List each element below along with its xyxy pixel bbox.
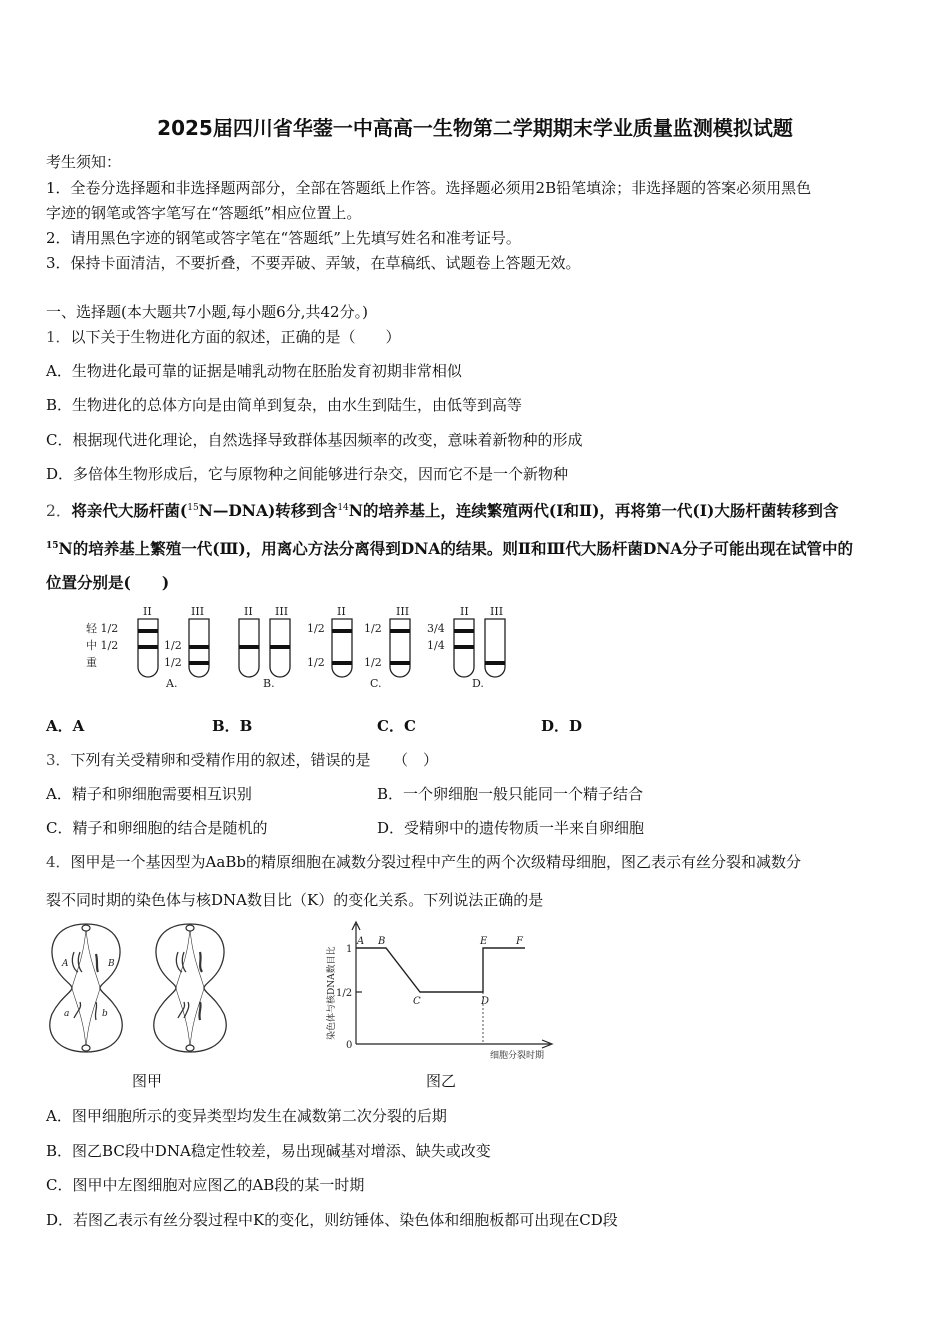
question-1-stem: [46, 327, 401, 347]
section-heading: 一、选择题(本大题共7小题,每小题6分,共42分。): [46, 303, 368, 321]
question-1-option-b[interactable]: B．生物进化的总体方向是由简单到复杂，由水生到陆生，由低等到高等: [46, 396, 523, 414]
question-text: 以下关于生物进化方面的叙述，正确的是（ ）: [70, 328, 401, 346]
tube-label: II: [244, 605, 253, 618]
dna-band: [189, 645, 209, 649]
question-3-option-d[interactable]: D．受精卵中的遗传物质一半来自卵细胞: [377, 819, 645, 837]
question-text: N的培养基上，连续繁殖两代(Ⅰ和Ⅱ)，再将第一代(Ⅰ)大肠杆菌转移到含: [348, 501, 839, 521]
tube-outline: [485, 619, 505, 677]
row-label-light: 轻 1/2: [86, 622, 119, 635]
point-label: F: [516, 936, 523, 947]
figure-jia-cells: [44, 918, 244, 1058]
question-number: 1．: [46, 328, 71, 346]
centrosome: [82, 925, 90, 931]
question-number: 3．: [46, 751, 71, 769]
question-4-option-b[interactable]: B．图乙BC段中DNA稳定性较差，易出现碱基对增添、缺失或改变: [46, 1142, 491, 1160]
dna-band: [332, 629, 352, 633]
option-figure-label: D.: [472, 677, 484, 690]
y-tick-label: 1/2: [336, 988, 353, 999]
point-label: C: [413, 996, 421, 1007]
tube-label: II: [143, 605, 152, 618]
tube-label: III: [275, 605, 289, 618]
superscript: 15: [46, 541, 59, 551]
question-2-line-1: [46, 498, 838, 521]
dna-band: [485, 661, 505, 665]
tube-label: II: [460, 605, 469, 618]
notice-item-2: 2．请用黑色字迹的钢笔或答字笔在“答题纸”上先填写姓名和准考证号。: [46, 229, 521, 247]
chromosome: [199, 1002, 200, 1020]
question-2-line-2: [46, 536, 853, 559]
row-label-heavy: 重: [86, 656, 97, 669]
question-4-line-1: [46, 852, 801, 872]
tube-outline: [390, 619, 410, 677]
question-4-option-a[interactable]: A．图甲细胞所示的变异类型均发生在减数第二次分裂的后期: [46, 1107, 447, 1125]
centrifuge-tubes-figure: [80, 605, 520, 690]
notice-heading: 考生须知：: [46, 153, 122, 171]
question-4-option-c[interactable]: C．图甲中左图细胞对应图乙的AB段的某一时期: [46, 1176, 365, 1194]
question-number: 4．: [46, 853, 71, 871]
dna-band: [138, 629, 158, 633]
dna-band: [390, 629, 410, 633]
superscript: 14: [337, 503, 349, 513]
dna-band: [332, 661, 352, 665]
fraction-label: 1/2: [307, 622, 325, 635]
fraction-label: 1/2: [164, 639, 182, 652]
superscript: 15: [187, 503, 199, 513]
option-figure-label: A.: [166, 677, 178, 690]
dna-band: [189, 661, 209, 665]
question-2-option-c[interactable]: C．C: [377, 717, 416, 735]
question-text: 图甲是一个基因型为AaBb的精原细胞在减数分裂过程中产生的两个次级精母细胞，图乙表示有丝分裂和减数分: [70, 853, 801, 871]
question-1-option-d[interactable]: D．多倍体生物形成后，它与原物种之间能够进行杂交，因而它不是一个新物种: [46, 465, 569, 483]
figure-yi-graph: [320, 918, 570, 1063]
fraction-label: 1/2: [307, 656, 325, 669]
gene-label: A: [62, 959, 69, 969]
dna-band: [390, 661, 410, 665]
question-2-option-d[interactable]: D．D: [541, 717, 583, 735]
chromosome: [72, 952, 82, 972]
chromosome: [96, 954, 98, 972]
question-text: 将亲代大肠杆菌(: [71, 501, 188, 521]
question-2-option-b[interactable]: B．B: [212, 717, 253, 735]
chromosome: [178, 1002, 189, 1018]
k-ratio-line: [356, 948, 525, 992]
tube-label: III: [191, 605, 205, 618]
question-1-option-c[interactable]: C．根据现代进化理论，自然选择导致群体基因频率的改变，意味着新物种的形成: [46, 431, 583, 449]
notice-item-1-line-1: 1．全卷分选择题和非选择题两部分，全部在答题纸上作答。选择题必须用2B铅笔填涂；非选择题的答案必须用黑色: [46, 179, 812, 197]
point-label: A: [357, 936, 365, 947]
option-figure-label: B.: [263, 677, 275, 690]
question-4-option-d[interactable]: D．若图乙表示有丝分裂过程中K的变化，则纺锤体、染色体和细胞板都可出现在CD段: [46, 1211, 618, 1229]
question-3-option-b[interactable]: B．一个卵细胞一般只能同一个精子结合: [377, 785, 644, 803]
fraction-label: 1/2: [364, 656, 382, 669]
fraction-label: 3/4: [427, 622, 445, 635]
gene-label: B: [108, 959, 115, 969]
row-label-middle: 中 1/2: [86, 639, 119, 652]
chromosome: [200, 952, 202, 972]
centrosome: [82, 1045, 90, 1051]
tube-label: II: [337, 605, 346, 618]
cell-membrane: [154, 924, 226, 1052]
question-2-option-a[interactable]: A．A: [46, 717, 85, 735]
tube-label: III: [490, 605, 504, 618]
question-3-option-a[interactable]: A．精子和卵细胞需要相互识别: [46, 785, 252, 803]
tube-outline: [332, 619, 352, 677]
x-axis-label: 细胞分裂时期: [490, 1051, 545, 1061]
dna-band: [138, 645, 158, 649]
dna-band: [270, 645, 290, 649]
centrosome: [186, 925, 194, 931]
notice-item-3: 3．保持卡面清洁，不要折叠，不要弄破、弄皱，在草稿纸、试题卷上答题无效。: [46, 254, 581, 272]
y-tick-label: 0: [346, 1040, 353, 1051]
question-text: N—DNA)转移到含: [198, 501, 338, 521]
question-3-stem: [46, 750, 438, 770]
dna-band: [454, 629, 474, 633]
question-text: 下列有关受精卵和受精作用的叙述，错误的是 （ ）: [70, 751, 439, 769]
question-number: 2．: [46, 502, 72, 521]
point-label: B: [378, 936, 386, 947]
tube-label: III: [396, 605, 410, 618]
dna-band: [454, 645, 474, 649]
question-text: N的培养基上繁殖一代(Ⅲ)，用离心方法分离得到DNA的结果。则Ⅱ和Ⅲ代大肠杆菌DNA分子可能出现在试管中的: [58, 539, 853, 559]
question-1-option-a[interactable]: A．生物进化最可靠的证据是哺乳动物在胚胎发育初期非常相似: [46, 362, 462, 380]
notice-item-1-line-2: 字迹的钢笔或答字笔写在“答题纸”相应位置上。: [46, 204, 362, 222]
point-label: E: [480, 936, 488, 947]
question-4-line-2: 裂不同时期的染色体与核DNA数目比（K）的变化关系。下列说法正确的是: [46, 891, 544, 909]
page-title: 2025届四川省华蓥一中高高一生物第二学期期末学业质量监测模拟试题: [157, 116, 793, 140]
y-axis-label: 染色体与核DNA数目比: [327, 946, 337, 1040]
point-label: D: [481, 996, 490, 1007]
fraction-label: 1/2: [364, 622, 382, 635]
gene-label: b: [102, 1009, 108, 1019]
y-tick-label: 1: [346, 944, 353, 955]
cell-membrane: [50, 924, 122, 1052]
figure-jia-caption: 图甲: [132, 1072, 163, 1090]
chromosome: [176, 952, 186, 972]
figure-yi-caption: 图乙: [426, 1072, 457, 1090]
centrosome: [186, 1045, 194, 1051]
chromosome: [95, 1002, 96, 1020]
question-3-option-c[interactable]: C．精子和卵细胞的结合是随机的: [46, 819, 268, 837]
question-2-line-3: 位置分别是( ): [46, 573, 170, 592]
option-figure-label: C.: [370, 677, 382, 690]
fraction-label: 1/4: [427, 639, 445, 652]
gene-label: a: [64, 1009, 70, 1019]
fraction-label: 1/2: [164, 656, 182, 669]
dna-band: [239, 645, 259, 649]
